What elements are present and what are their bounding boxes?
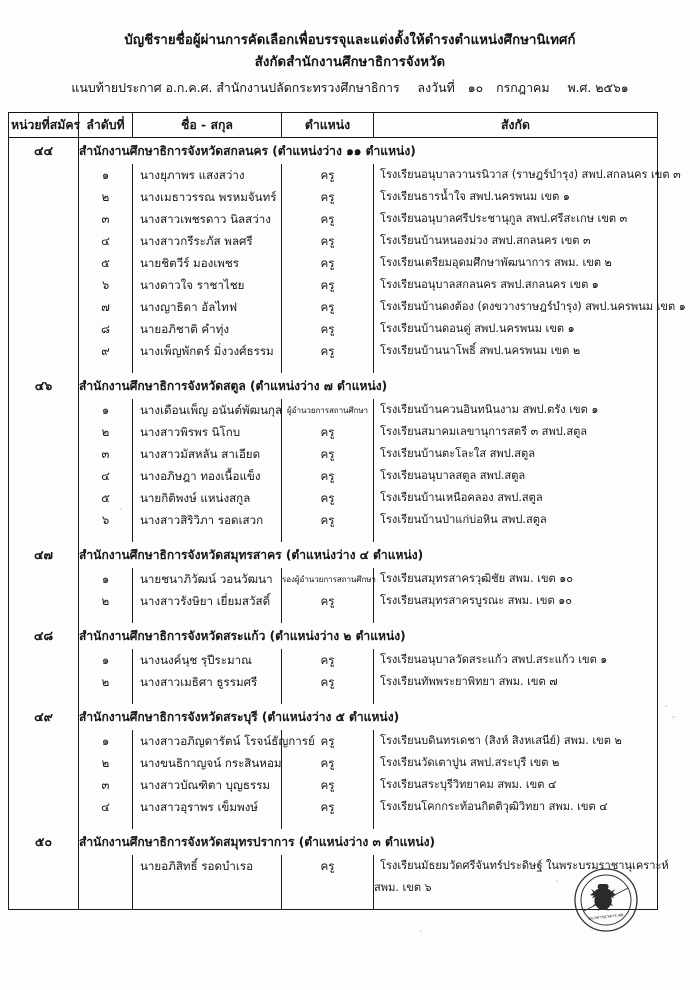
row-unit-blank bbox=[9, 252, 79, 274]
row-person-name: นางสาวสิริวิภา รอดเสวก bbox=[133, 509, 282, 531]
spacer-cell bbox=[282, 362, 374, 373]
row-affiliation: โรงเรียนบ้านดอนดู่ สพป.นครพนม เขต ๑ bbox=[374, 318, 658, 340]
spacer-cell bbox=[133, 362, 282, 373]
table-header bbox=[9, 113, 658, 138]
continuation-blank-cell bbox=[79, 877, 133, 898]
row-unit-blank bbox=[9, 752, 79, 774]
group-spacer-row bbox=[9, 612, 658, 623]
row-sequence: ๓ bbox=[79, 774, 133, 796]
row-affiliation-line2: สพม. เขต ๖ bbox=[374, 877, 658, 898]
registry-table-wrapper bbox=[8, 112, 686, 910]
row-position: ครู bbox=[282, 796, 374, 818]
table-row bbox=[9, 855, 658, 877]
spacer-cell bbox=[133, 531, 282, 542]
row-position: ครู bbox=[282, 855, 374, 877]
row-sequence: ๑ bbox=[79, 649, 133, 671]
row-position: ครู bbox=[282, 296, 374, 318]
row-affiliation: โรงเรียนบ้านเหนือคลอง สพป.สตูล bbox=[374, 487, 658, 509]
row-sequence: ๕ bbox=[79, 487, 133, 509]
table-row bbox=[9, 752, 658, 774]
row-position: ครู bbox=[282, 318, 374, 340]
row-affiliation: โรงเรียนบดินทรเดชา (สิงห์ สิงหเสนีย์) สพม. เขต ๒ bbox=[374, 730, 658, 752]
spacer-cell bbox=[9, 898, 79, 909]
group-heading: สำนักงานศึกษาธิการจังหวัดสระแก้ว (ตำแหน่งว่าง ๒ ตำแหน่ง) bbox=[79, 623, 658, 649]
row-affiliation: โรงเรียนบ้านตะโละใส สพป.สตูล bbox=[374, 443, 658, 465]
row-position: ครู bbox=[282, 649, 374, 671]
spacer-cell bbox=[282, 612, 374, 623]
row-position: ครู bbox=[282, 774, 374, 796]
table-row bbox=[9, 730, 658, 752]
group-heading-row bbox=[9, 829, 658, 855]
row-person-name: นางเมธาวรรณ พรหมจันทร์ bbox=[133, 186, 282, 208]
group-heading: สำนักงานศึกษาธิการจังหวัดสมุทรปราการ (ตำแหน่งว่าง ๓ ตำแหน่ง) bbox=[79, 829, 658, 855]
group-unit-number: ๔๘ bbox=[9, 623, 79, 649]
table-header-row bbox=[9, 113, 658, 138]
table-row bbox=[9, 509, 658, 531]
row-sequence: ๒ bbox=[79, 752, 133, 774]
table-row bbox=[9, 230, 658, 252]
row-person-name: นางสาวบัณฑิตา บุญธรรม bbox=[133, 774, 282, 796]
group-unit-number: ๔๔ bbox=[9, 138, 79, 165]
row-affiliation: โรงเรียนสมุทรสาครวุฒิชัย สพม. เขต ๑๐ bbox=[374, 568, 658, 590]
row-affiliation: โรงเรียนอนุบาลวานรนิวาส (ราษฎร์บำรุง) สพป.สกลนคร เขต ๓ bbox=[374, 164, 658, 186]
table-row bbox=[9, 252, 658, 274]
row-person-name: นางญาธิดา อัลไทฟ bbox=[133, 296, 282, 318]
registry-table bbox=[8, 112, 686, 910]
table-body bbox=[9, 138, 686, 910]
row-unit-blank bbox=[9, 164, 79, 186]
row-unit-blank bbox=[9, 421, 79, 443]
group-spacer-row bbox=[9, 898, 658, 909]
row-position: ครู bbox=[282, 208, 374, 230]
row-position: ครู bbox=[282, 230, 374, 252]
bottom-border-cell bbox=[374, 909, 658, 910]
spacer-cell bbox=[282, 898, 374, 909]
spacer-cell bbox=[9, 362, 79, 373]
row-unit-blank bbox=[9, 186, 79, 208]
row-position: ครู bbox=[282, 186, 374, 208]
scan-speck bbox=[420, 930, 422, 932]
column-header-name: ชื่อ - สกุล bbox=[133, 113, 282, 138]
spacer-cell bbox=[133, 693, 282, 704]
row-position: ครู bbox=[282, 671, 374, 693]
row-sequence: ๔ bbox=[79, 230, 133, 252]
row-sequence: ๓ bbox=[79, 208, 133, 230]
row-sequence: ๒ bbox=[79, 671, 133, 693]
spacer-cell bbox=[9, 818, 79, 829]
row-person-name: นางนงค์นุช รุปีระมาณ bbox=[133, 649, 282, 671]
row-sequence: ๖ bbox=[79, 509, 133, 531]
group-heading-row bbox=[9, 623, 658, 649]
year-label: พ.ศ. bbox=[567, 80, 592, 95]
row-person-name: นางสาวอภิญดารัตน์ โรจน์ธัญการย์ bbox=[133, 730, 282, 752]
table-row bbox=[9, 465, 658, 487]
row-unit-blank bbox=[9, 509, 79, 531]
spacer-cell bbox=[79, 531, 133, 542]
row-unit-blank bbox=[9, 318, 79, 340]
row-person-name: นายอภิชาติ คำทุ่ง bbox=[133, 318, 282, 340]
group-spacer-row bbox=[9, 531, 658, 542]
row-sequence: ๓ bbox=[79, 443, 133, 465]
row-unit-blank bbox=[9, 465, 79, 487]
row-affiliation: โรงเรียนวัดเตาปูน สพป.สระบุรี เขต ๒ bbox=[374, 752, 658, 774]
scan-speck bbox=[556, 880, 558, 882]
table-row bbox=[9, 443, 658, 465]
date-day: ๑๐ bbox=[467, 80, 484, 95]
spacer-cell bbox=[374, 362, 658, 373]
row-position: ครู bbox=[282, 443, 374, 465]
row-affiliation: โรงเรียนบ้านหนองม่วง สพป.สกลนคร เขต ๓ bbox=[374, 230, 658, 252]
document-header bbox=[0, 0, 700, 100]
row-unit-blank bbox=[9, 230, 79, 252]
spacer-cell bbox=[374, 531, 658, 542]
row-person-name: นายกิติพงษ์ แหน่งสกูล bbox=[133, 487, 282, 509]
row-sequence: ๗ bbox=[79, 296, 133, 318]
row-unit-blank bbox=[9, 730, 79, 752]
attachment-line bbox=[0, 76, 700, 100]
table-row bbox=[9, 487, 658, 509]
table-row bbox=[9, 274, 658, 296]
bottom-border-cell bbox=[79, 909, 133, 910]
spacer-cell bbox=[374, 612, 658, 623]
row-person-name: นางยุภาพร แสงสว่าง bbox=[133, 164, 282, 186]
spacer-cell bbox=[9, 693, 79, 704]
group-heading-row bbox=[9, 704, 658, 730]
column-header-seq: ลำดับที่ bbox=[79, 113, 133, 138]
row-position: ครู bbox=[282, 590, 374, 612]
row-person-name: นางสาวพิรพร นิโกบ bbox=[133, 421, 282, 443]
row-affiliation: โรงเรียนบ้านดงต้อง (ดงขวางราษฎร์บำรุง) สพป.นครพนม เขต ๑ bbox=[374, 296, 658, 318]
spacer-cell bbox=[282, 693, 374, 704]
row-sequence: ๑ bbox=[79, 568, 133, 590]
row-person-name: นายอภิสิทธิ์ รอดบำเรอ bbox=[133, 855, 282, 877]
spacer-cell bbox=[282, 818, 374, 829]
row-affiliation: โรงเรียนทัพพระยาพิทยา สพม. เขต ๗ bbox=[374, 671, 658, 693]
row-sequence: ๑ bbox=[79, 730, 133, 752]
row-person-name: นางเพ็ญพักตร์ มิ่งวงศ์ธรรม bbox=[133, 340, 282, 362]
table-row bbox=[9, 568, 658, 590]
row-sequence: ๑ bbox=[79, 164, 133, 186]
row-person-name: นางสาวรังษิยา เยี่ยมสวัสดิ์ bbox=[133, 590, 282, 612]
row-person-name: นายชนาภิวัฒน์ วอนวัฒนา bbox=[133, 568, 282, 590]
column-header-affil: สังกัด bbox=[374, 113, 658, 138]
row-affiliation: โรงเรียนอนุบาลวัดสระแก้ว สพป.สระแก้ว เขต ๑ bbox=[374, 649, 658, 671]
row-affiliation: โรงเรียนอนุบาลศรีประชานุกูล สพป.ศรีสะเกษ เขต ๓ bbox=[374, 208, 658, 230]
row-position: ผู้อำนวยการสถานศึกษา bbox=[282, 399, 374, 421]
row-position: ครู bbox=[282, 752, 374, 774]
row-position: ครู bbox=[282, 340, 374, 362]
row-position: ครู bbox=[282, 274, 374, 296]
row-position: ครู bbox=[282, 252, 374, 274]
group-unit-number: ๔๗ bbox=[9, 542, 79, 568]
spacer-cell bbox=[133, 612, 282, 623]
row-person-name: นางเดือนเพ็ญ อนันต์พัฒนกุล bbox=[133, 399, 282, 421]
row-person-name: นางอภิษฎา ทองเนื้อแข็ง bbox=[133, 465, 282, 487]
spacer-cell bbox=[133, 898, 282, 909]
row-person-name: นางสาวกรีระภัส พลศรี bbox=[133, 230, 282, 252]
page-title: บัญชีรายชื่อผู้ผ่านการคัดเลือกเพื่อบรรจุและแต่งตั้งให้ดำรงตำแหน่งศึกษานิเทศก์ bbox=[124, 33, 576, 48]
table-row bbox=[9, 296, 658, 318]
row-unit-blank bbox=[9, 796, 79, 818]
table-row bbox=[9, 208, 658, 230]
spacer-cell bbox=[79, 818, 133, 829]
scan-speck bbox=[120, 508, 122, 510]
row-person-name: นายชิตวีร์ มองเพชร bbox=[133, 252, 282, 274]
table-row bbox=[9, 186, 658, 208]
table-row bbox=[9, 318, 658, 340]
bottom-border-cell bbox=[133, 909, 282, 910]
table-row bbox=[9, 164, 658, 186]
row-affiliation: โรงเรียนมัธยมวัดศรีจันทร์ประดิษฐ์ ในพระบรมราชานุเคราะห์ bbox=[374, 855, 658, 877]
row-sequence: ๔ bbox=[79, 465, 133, 487]
group-heading: สำนักงานศึกษาธิการจังหวัดสกลนคร (ตำแหน่งว่าง ๑๑ ตำแหน่ง) bbox=[79, 138, 658, 165]
row-sequence: ๖ bbox=[79, 274, 133, 296]
group-heading: สำนักงานศึกษาธิการจังหวัดสมุทรสาคร (ตำแหน่งว่าง ๔ ตำแหน่ง) bbox=[79, 542, 658, 568]
spacer-cell bbox=[282, 531, 374, 542]
date-month: กรกฎาคม bbox=[496, 80, 550, 95]
row-sequence: ๙ bbox=[79, 340, 133, 362]
row-affiliation: โรงเรียนบ้านควนอินทนินงาม สพป.ตรัง เขต ๑ bbox=[374, 399, 658, 421]
table-row bbox=[9, 649, 658, 671]
group-heading: สำนักงานศึกษาธิการจังหวัดสตูล (ตำแหน่งว่าง ๗ ตำแหน่ง) bbox=[79, 373, 658, 399]
group-spacer-row bbox=[9, 362, 658, 373]
group-unit-number: ๔๙ bbox=[9, 704, 79, 730]
row-sequence bbox=[79, 855, 133, 877]
row-affiliation: โรงเรียนสมาคมเลขานุการสตรี ๓ สพป.สตูล bbox=[374, 421, 658, 443]
spacer-cell bbox=[374, 693, 658, 704]
row-affiliation: โรงเรียนบ้านป่าแก่บ่อหิน สพป.สตูล bbox=[374, 509, 658, 531]
row-unit-blank bbox=[9, 443, 79, 465]
row-affiliation: โรงเรียนธารน้ำใจ สพป.นครพนม เขต ๑ bbox=[374, 186, 658, 208]
row-sequence: ๕ bbox=[79, 252, 133, 274]
table-row bbox=[9, 399, 658, 421]
row-unit-blank bbox=[9, 399, 79, 421]
date-label: ลงวันที่ bbox=[417, 80, 455, 95]
row-unit-blank bbox=[9, 671, 79, 693]
row-sequence: ๒ bbox=[79, 421, 133, 443]
row-unit-blank bbox=[9, 774, 79, 796]
row-person-name: นางสาวเพชรดาว นิลสว่าง bbox=[133, 208, 282, 230]
row-sequence: ๔ bbox=[79, 796, 133, 818]
spacer-cell bbox=[374, 818, 658, 829]
row-unit-blank bbox=[9, 649, 79, 671]
row-sequence: ๒ bbox=[79, 186, 133, 208]
bottom-border-cell bbox=[282, 909, 374, 910]
row-affiliation: โรงเรียนสมุทรสาครบูรณะ สพม. เขต ๑๐ bbox=[374, 590, 658, 612]
row-sequence: ๒ bbox=[79, 590, 133, 612]
row-unit-blank bbox=[9, 296, 79, 318]
row-unit-blank bbox=[9, 274, 79, 296]
group-heading: สำนักงานศึกษาธิการจังหวัดสระบุรี (ตำแหน่งว่าง ๕ ตำแหน่ง) bbox=[79, 704, 658, 730]
row-unit-blank bbox=[9, 855, 79, 877]
row-position: รองผู้อำนวยการสถานศึกษา bbox=[282, 568, 374, 590]
group-spacer-row bbox=[9, 693, 658, 704]
row-person-name: นางสาวมัสหลัน สาเอียด bbox=[133, 443, 282, 465]
page-subtitle: สังกัดสำนักงานศึกษาธิการจังหวัด bbox=[254, 55, 446, 70]
year-value: ๒๕๖๑ bbox=[595, 80, 629, 95]
spacer-cell bbox=[9, 612, 79, 623]
row-position: ครู bbox=[282, 465, 374, 487]
spacer-cell bbox=[79, 693, 133, 704]
row-person-name: นางขนธิกาญจน์ กระสินหอม bbox=[133, 752, 282, 774]
row-affiliation: โรงเรียนสระบุรีวิทยาคม สพม. เขต ๔ bbox=[374, 774, 658, 796]
table-row-continuation bbox=[9, 877, 658, 898]
row-person-name: นางดาวใจ ราชาไชย bbox=[133, 274, 282, 296]
row-position: ครู bbox=[282, 164, 374, 186]
scan-speck bbox=[672, 716, 675, 718]
group-heading-row bbox=[9, 138, 658, 165]
bottom-border-cell bbox=[9, 909, 79, 910]
row-affiliation: โรงเรียนอนุบาลสตูล สพป.สตูล bbox=[374, 465, 658, 487]
row-unit-blank bbox=[9, 487, 79, 509]
spacer-cell bbox=[79, 898, 133, 909]
scan-speck bbox=[665, 705, 667, 707]
row-affiliation: โรงเรียนโคกกระท้อนกิตติวุฒิวิทยา สพม. เขต ๔ bbox=[374, 796, 658, 818]
svg-text:ธนาคารอาคาร ศธ: ธนาคารอาคาร ศธ bbox=[587, 913, 624, 922]
spacer-cell bbox=[9, 531, 79, 542]
row-unit-blank bbox=[9, 340, 79, 362]
row-position: ครู bbox=[282, 509, 374, 531]
group-heading-row bbox=[9, 542, 658, 568]
row-person-name: นางสาวอุราพร เข็มพงษ์ bbox=[133, 796, 282, 818]
table-row bbox=[9, 671, 658, 693]
table-row bbox=[9, 421, 658, 443]
table-row bbox=[9, 774, 658, 796]
table-row bbox=[9, 590, 658, 612]
group-unit-number: ๕๐ bbox=[9, 829, 79, 855]
row-unit-blank bbox=[9, 590, 79, 612]
group-spacer-row bbox=[9, 818, 658, 829]
attachment-prefix: แนบท้ายประกาศ อ.ก.ค.ศ. สำนักงานปลัดกระทรวงศึกษาธิการ bbox=[71, 80, 400, 95]
table-row bbox=[9, 796, 658, 818]
row-sequence: ๘ bbox=[79, 318, 133, 340]
row-affiliation: โรงเรียนอนุบาลสกลนคร สพป.สกลนคร เขต ๑ bbox=[374, 274, 658, 296]
row-affiliation: โรงเรียนบ้านนาโพธิ์ สพป.นครพนม เขต ๒ bbox=[374, 340, 658, 362]
continuation-blank-cell bbox=[133, 877, 282, 898]
row-position: ครู bbox=[282, 487, 374, 509]
table-row bbox=[9, 340, 658, 362]
row-person-name: นางสาวเมธิศา ธูรรมศรี bbox=[133, 671, 282, 693]
row-unit-blank bbox=[9, 568, 79, 590]
row-position: ครู bbox=[282, 730, 374, 752]
row-position: ครู bbox=[282, 421, 374, 443]
continuation-blank-cell bbox=[282, 877, 374, 898]
row-sequence: ๑ bbox=[79, 399, 133, 421]
group-heading-row bbox=[9, 373, 658, 399]
spacer-cell bbox=[79, 362, 133, 373]
spacer-cell bbox=[374, 898, 658, 909]
table-bottom-border bbox=[9, 909, 658, 910]
continuation-blank-cell bbox=[9, 877, 79, 898]
column-header-pos: ตำแหน่ง bbox=[282, 113, 374, 138]
spacer-cell bbox=[133, 818, 282, 829]
row-affiliation: โรงเรียนเตรียมอุดมศึกษาพัฒนาการ สพม. เขต ๒ bbox=[374, 252, 658, 274]
spacer-cell bbox=[79, 612, 133, 623]
row-unit-blank bbox=[9, 208, 79, 230]
column-header-unit: หน่วยที่สมัคร bbox=[9, 113, 79, 138]
group-unit-number: ๔๖ bbox=[9, 373, 79, 399]
